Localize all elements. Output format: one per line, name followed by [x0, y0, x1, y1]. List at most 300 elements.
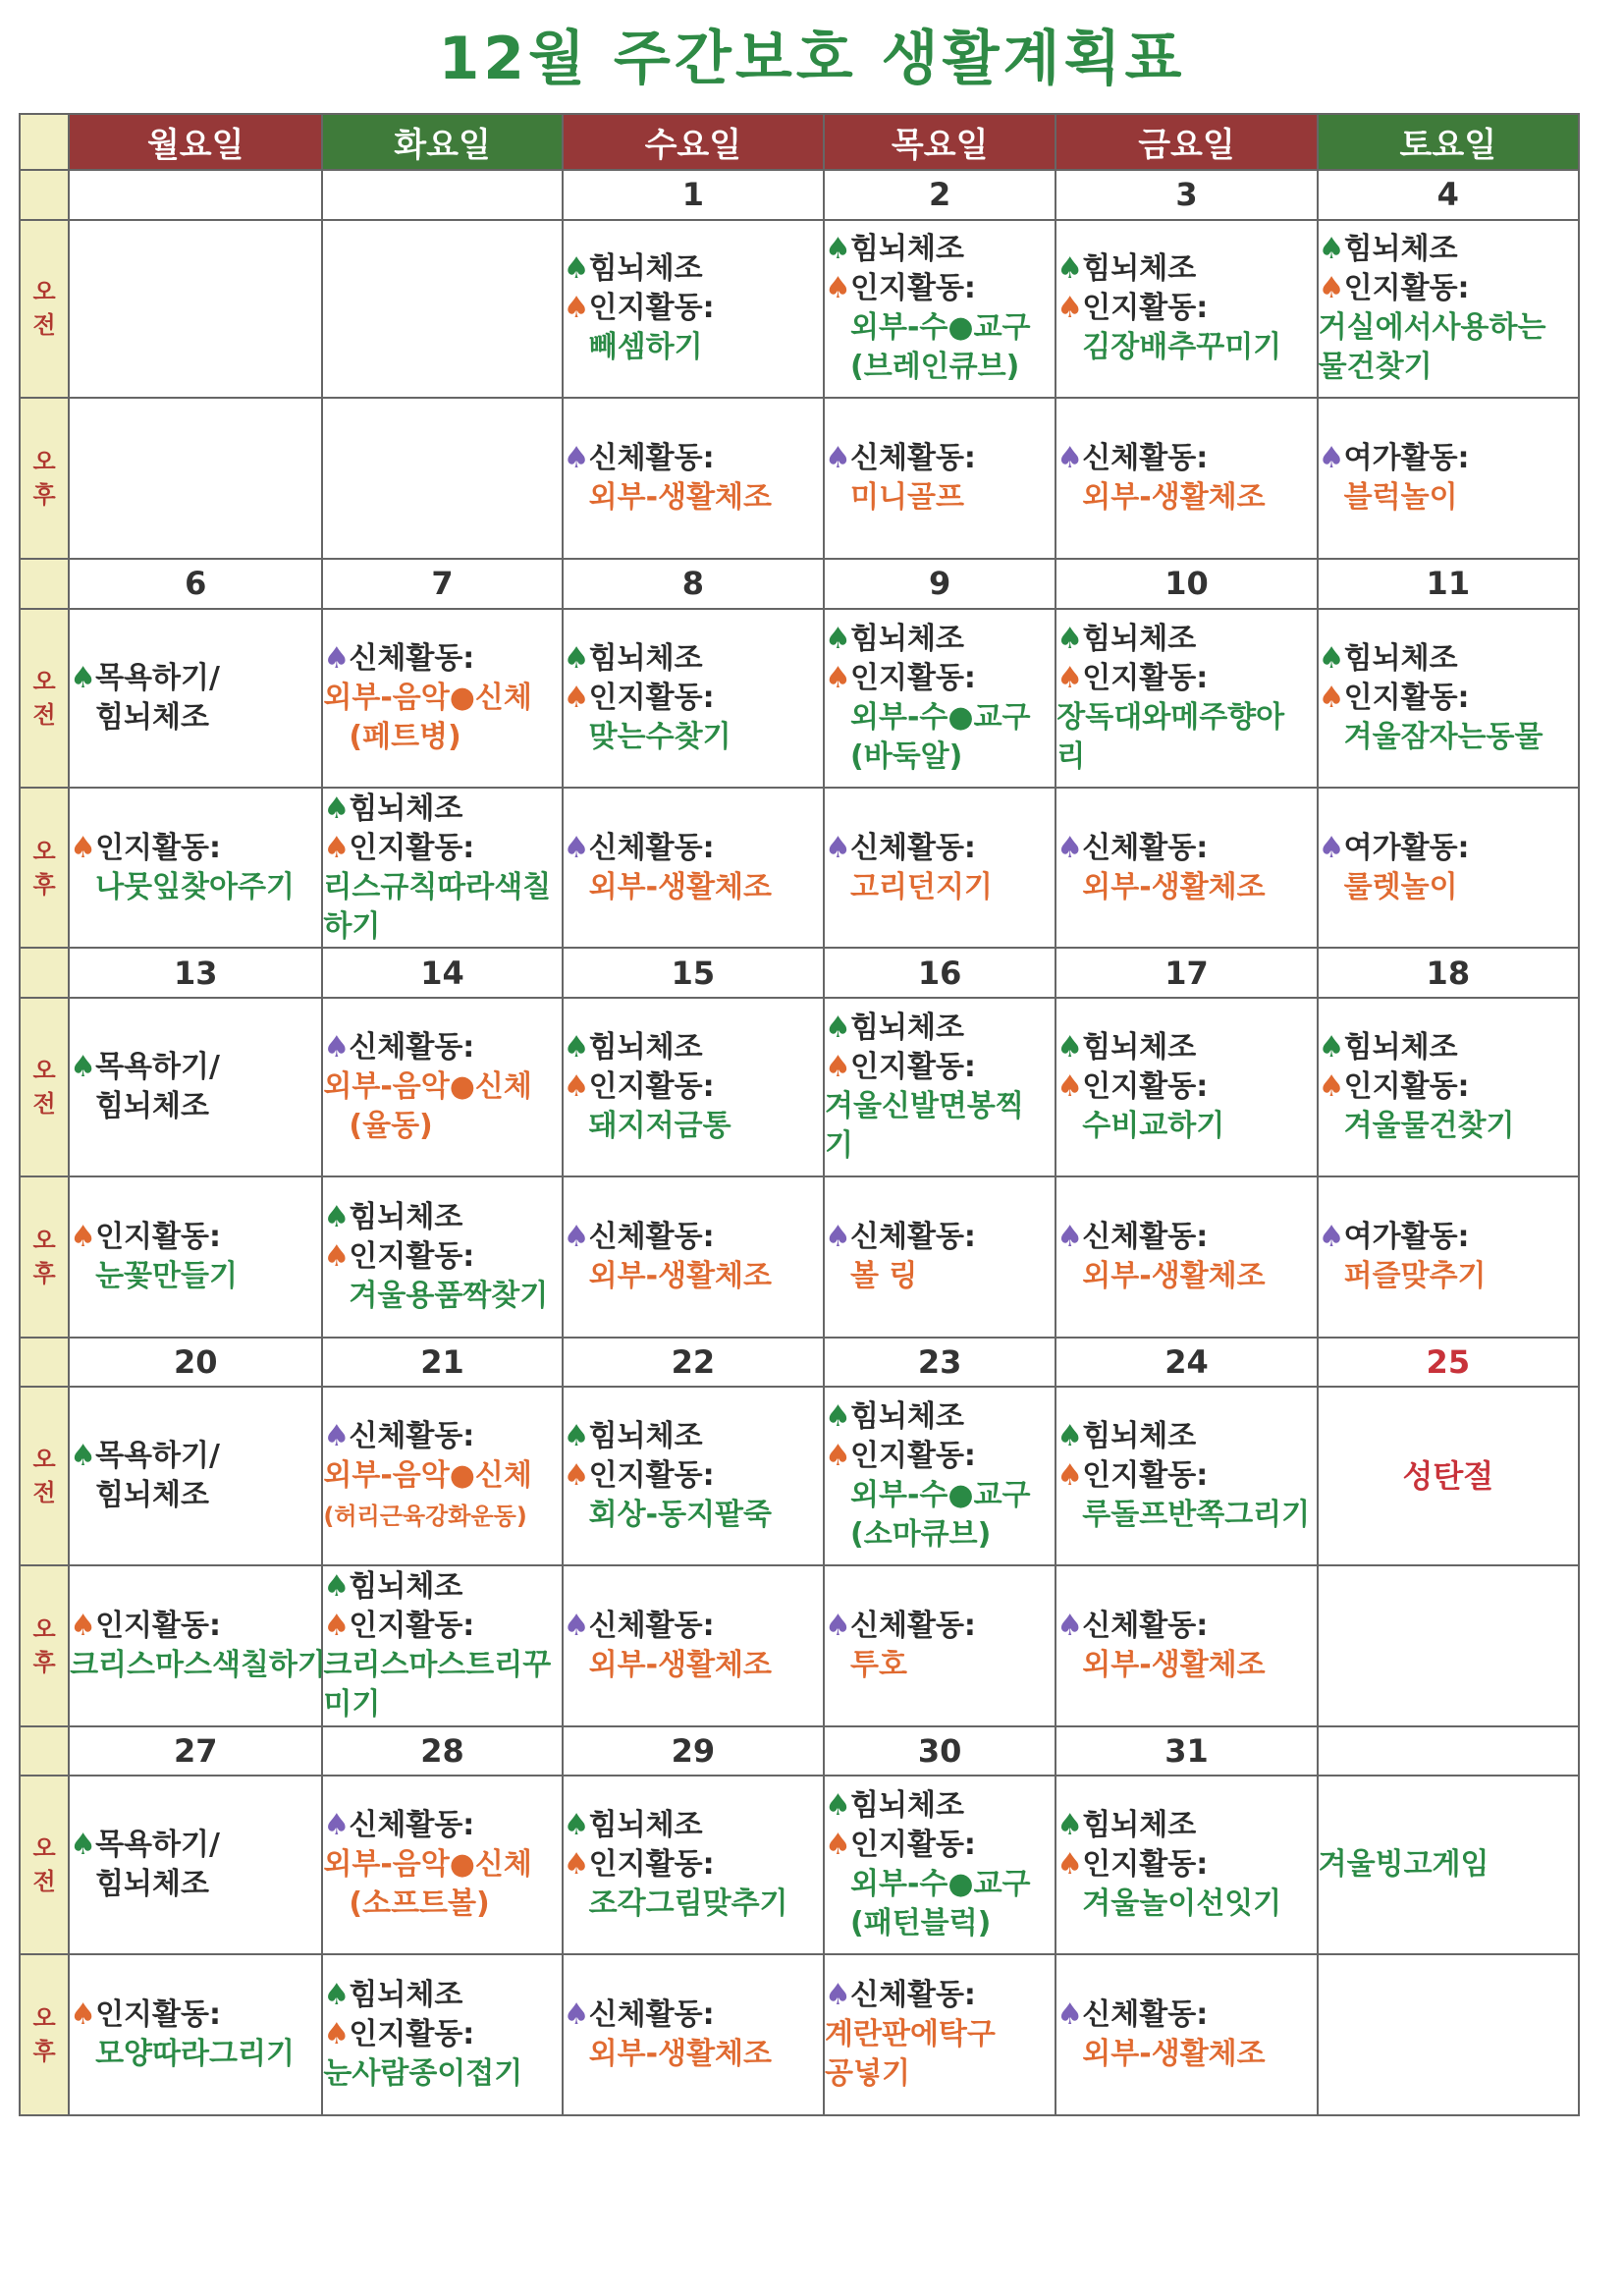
activity-cell [563, 220, 824, 399]
weekday-tuesday: 화요일 [322, 114, 562, 170]
activity-line [564, 1607, 823, 1646]
activity-line [323, 1885, 561, 1924]
activity-text: 힘뇌체조 [588, 1029, 703, 1065]
activity-text: 투호 [850, 1647, 907, 1682]
am-label [20, 220, 69, 399]
activity-cell [322, 998, 562, 1176]
activity-line [1056, 1067, 1316, 1107]
activity-text: 회상-동지팥죽 [588, 1498, 773, 1533]
activity-line [825, 1646, 1055, 1685]
am-label [20, 1387, 69, 1565]
activity-text: 미니골프 [850, 480, 964, 516]
pm-label-char: 후 [32, 481, 56, 510]
am-label-char: 오 [32, 1446, 56, 1474]
activity-line [825, 1786, 1055, 1826]
spade-icon: ♠ [1318, 232, 1345, 267]
activity-line [1319, 718, 1578, 757]
date-cell: 4 [1318, 170, 1579, 220]
pm-row [20, 1565, 1579, 1726]
activity-text: 공넣기 [825, 2056, 910, 2092]
activity-line [564, 478, 823, 518]
date-cell: 8 [563, 559, 824, 609]
activity-line [825, 1904, 1055, 1943]
activity-line [564, 1218, 823, 1257]
activity-cell [322, 220, 562, 399]
activity-line [825, 1865, 1055, 1904]
pm-label-char: 후 [32, 1648, 56, 1676]
activity-text: 외부-수●교구 [850, 1867, 1031, 1902]
activity-line [70, 2035, 321, 2074]
activity-text: 힘뇌체조 [1343, 640, 1458, 676]
spade-icon: ♠ [825, 1010, 851, 1045]
activity-text: 기 [825, 1127, 853, 1163]
activity-text: 눈사람종이접기 [323, 2056, 523, 2092]
spade-icon: ♠ [1056, 1419, 1084, 1454]
activity-text: 신체활동: [850, 1608, 976, 1643]
date-row [20, 170, 1579, 220]
spade-icon: ♠ [70, 1439, 96, 1474]
spade-icon: ♠ [563, 1068, 590, 1104]
activity-line [825, 698, 1055, 738]
activity-line [825, 1437, 1055, 1476]
activity-line [323, 1417, 561, 1456]
activity-text: 인지활동: [1343, 1068, 1470, 1104]
activity-line [70, 1865, 321, 1904]
activity-text: 신체활동: [850, 830, 976, 865]
activity-text: 힘뇌체조 [95, 1867, 209, 1902]
activity-text: 인지활동: [588, 291, 715, 326]
activity-text: 신체활동: [1082, 441, 1209, 476]
activity-line [825, 1218, 1055, 1257]
activity-text: 신체활동: [1082, 1997, 1209, 2033]
activity-line [564, 1417, 823, 1456]
activity-cell [1318, 788, 1579, 949]
spade-icon: ♠ [825, 1788, 851, 1824]
activity-line [70, 829, 321, 868]
pm-label-char: 오 [32, 1226, 56, 1254]
activity-text: 힘뇌체조 [1082, 1419, 1197, 1454]
activity-cell [1056, 220, 1317, 399]
activity-text: (페트병) [349, 719, 461, 754]
activity-text: 힘뇌체조 [1082, 1029, 1197, 1065]
activity-line [323, 829, 561, 868]
activity-text: 목욕하기/ [95, 1049, 220, 1084]
activity-line [1056, 1607, 1316, 1646]
activity-cell [1318, 1176, 1579, 1338]
am-row [20, 998, 1579, 1176]
activity-cell [824, 398, 1056, 559]
page-title: 12월 주간보호 생활계획표 [438, 25, 1186, 93]
activity-text: 인지활동: [1082, 291, 1209, 326]
date-cell: 24 [1056, 1338, 1317, 1388]
activity-text: 외부-생활체조 [1082, 1647, 1266, 1682]
activity-cell [824, 609, 1056, 788]
date-cell [1318, 1726, 1579, 1777]
activity-line [323, 790, 561, 829]
activity-text: (소마큐브) [850, 1517, 992, 1553]
am-label-char: 전 [32, 700, 56, 729]
activity-text: 힘뇌체조 [1343, 1029, 1458, 1065]
activity-line [1319, 1028, 1578, 1067]
activity-text: 외부-수●교구 [850, 1478, 1031, 1513]
activity-line [564, 1028, 823, 1067]
activity-text: (허리근육강화운동) [323, 1502, 527, 1530]
date-cell: 22 [563, 1338, 824, 1388]
am-label-char: 오 [32, 278, 56, 306]
activity-line [1056, 659, 1316, 698]
activity-cell [1318, 1954, 1579, 2115]
activity-line [323, 679, 561, 718]
spade-icon: ♠ [70, 1997, 96, 2033]
activity-text: 인지활동: [95, 1997, 221, 2033]
date-cell: 25 [1318, 1338, 1579, 1388]
activity-text: 미기 [323, 1686, 381, 1722]
activity-cell [322, 1776, 562, 1954]
activity-line [323, 718, 561, 757]
activity-cell [69, 398, 322, 559]
date-cell [69, 170, 322, 220]
date-cell [322, 170, 562, 220]
activity-text: 성탄절 [1402, 1457, 1494, 1496]
activity-text: 룰렛놀이 [1343, 869, 1458, 904]
activity-line [1056, 1845, 1316, 1885]
activity-line [1056, 620, 1316, 659]
spade-icon: ♠ [563, 1029, 590, 1065]
spade-icon: ♠ [1056, 441, 1084, 476]
activity-line [1319, 308, 1578, 348]
spade-icon: ♠ [70, 660, 96, 695]
activity-text: 블럭놀이 [1343, 480, 1458, 516]
weekday-saturday: 토요일 [1318, 114, 1579, 170]
spade-icon: ♠ [825, 621, 851, 656]
activity-text: 장독대와메주향아 [1056, 699, 1285, 735]
activity-cell [1056, 1565, 1317, 1726]
activity-text: 조각그림맞추기 [588, 1886, 788, 1922]
spade-icon: ♠ [323, 2017, 351, 2052]
spade-icon: ♠ [323, 1978, 351, 2013]
activity-cell [563, 1954, 824, 2115]
activity-text: 힘뇌체조 [850, 1399, 964, 1435]
date-row [20, 948, 1579, 998]
activity-text: 신체활동: [1082, 1608, 1209, 1643]
activity-text: 신체활동: [1082, 830, 1209, 865]
activity-text: 외부-음악●신체 [323, 680, 532, 715]
date-row-side [20, 948, 69, 998]
am-label-char: 오 [32, 667, 56, 695]
spade-icon: ♠ [70, 1828, 96, 1863]
activity-text: 힘뇌체조 [850, 1010, 964, 1045]
activity-text: 힘뇌체조 [588, 251, 703, 287]
pm-label-char: 오 [32, 2004, 56, 2033]
activity-text: 신체활동: [850, 1978, 976, 2013]
activity-line [70, 1218, 321, 1257]
spade-icon: ♠ [825, 1439, 851, 1474]
spade-icon: ♠ [1318, 640, 1345, 676]
activity-line [564, 868, 823, 907]
date-cell: 20 [69, 1338, 322, 1388]
spade-icon: ♠ [1056, 621, 1084, 656]
activity-text: 나뭇잎찾아주기 [95, 869, 295, 904]
activity-line [70, 1257, 321, 1296]
date-cell: 16 [824, 948, 1056, 998]
spade-icon: ♠ [825, 232, 851, 267]
date-cell: 6 [69, 559, 322, 609]
weekday-wednesday: 수요일 [563, 114, 824, 170]
activity-cell [563, 1776, 824, 1954]
activity-text: 힘뇌체조 [95, 1478, 209, 1513]
spade-icon: ♠ [825, 830, 851, 865]
am-label [20, 998, 69, 1176]
activity-cell [322, 1176, 562, 1338]
activity-text: (패턴블럭) [850, 1906, 992, 1941]
spade-icon: ♠ [825, 441, 851, 476]
spade-icon: ♠ [1056, 1608, 1084, 1643]
spade-icon: ♠ [1056, 1847, 1084, 1883]
spade-icon: ♠ [323, 1808, 351, 1843]
activity-text: 힘뇌체조 [349, 791, 463, 826]
activity-line [323, 1646, 561, 1685]
date-cell: 29 [563, 1726, 824, 1777]
activity-line [323, 1456, 561, 1496]
spade-icon: ♠ [323, 1199, 351, 1234]
activity-line [1056, 1646, 1316, 1685]
activity-text: 힘뇌체조 [1343, 232, 1458, 267]
activity-text: 힘뇌체조 [588, 640, 703, 676]
activity-text: 외부-음악●신체 [323, 1847, 532, 1883]
activity-line [1319, 439, 1578, 478]
activity-line [564, 2035, 823, 2074]
activity-cell [1056, 609, 1317, 788]
activity-line [1056, 1456, 1316, 1496]
spade-icon: ♠ [70, 1049, 96, 1084]
weekday-monday: 월요일 [69, 114, 322, 170]
activity-text: 신체활동: [1082, 1219, 1209, 1254]
activity-text: 힘뇌체조 [588, 1419, 703, 1454]
activity-text: 겨울빙고게임 [1318, 1847, 1489, 1883]
activity-line [70, 659, 321, 698]
activity-cell [1318, 1565, 1579, 1726]
activity-text: 여가활동: [1343, 441, 1470, 476]
pm-label [20, 398, 69, 559]
date-row [20, 559, 1579, 609]
activity-text: 외부-생활체조 [588, 1258, 773, 1293]
activity-line [825, 1476, 1055, 1515]
activity-text: 목욕하기/ [95, 1828, 220, 1863]
activity-line [1056, 478, 1316, 518]
activity-line [1056, 738, 1316, 777]
activity-line [564, 639, 823, 679]
spade-icon: ♠ [323, 1568, 351, 1604]
activity-line [323, 1067, 561, 1107]
activity-line [323, 1607, 561, 1646]
activity-line [1319, 1218, 1578, 1257]
activity-cell [824, 220, 1056, 399]
activity-text: 거실에서사용하는 [1318, 310, 1546, 346]
activity-text: 신체활동: [588, 1219, 715, 1254]
date-cell: 1 [563, 170, 824, 220]
activity-text: 겨울잠자는동물 [1343, 719, 1543, 754]
activity-text: 인지활동: [850, 271, 976, 306]
date-cell: 9 [824, 559, 1056, 609]
activity-text: 물건찾기 [1318, 350, 1433, 385]
activity-text: 겨울놀이선잇기 [1082, 1886, 1282, 1922]
activity-line [564, 1067, 823, 1107]
weekday-thursday: 목요일 [824, 114, 1056, 170]
activity-text: 목욕하기/ [95, 660, 220, 695]
am-label [20, 609, 69, 788]
activity-line [323, 1277, 561, 1316]
activity-line [825, 439, 1055, 478]
activity-line [323, 907, 561, 947]
activity-text: 겨울용품짝찾기 [349, 1278, 549, 1313]
activity-text: 인지활동: [349, 2017, 475, 2052]
activity-text: 겨울신발면봉찍 [825, 1088, 1024, 1123]
activity-text: 외부-생활체조 [588, 2037, 773, 2072]
activity-line [323, 1028, 561, 1067]
activity-line [1319, 1067, 1578, 1107]
activity-line [825, 1257, 1055, 1296]
date-cell: 14 [322, 948, 562, 998]
activity-line [825, 348, 1055, 387]
spade-icon: ♠ [1318, 1068, 1345, 1104]
am-row [20, 220, 1579, 399]
activity-text: 신체활동: [588, 1997, 715, 2033]
activity-line [564, 829, 823, 868]
activity-cell [322, 1565, 562, 1726]
activity-text: 리 [1056, 738, 1086, 774]
spade-icon: ♠ [563, 640, 590, 676]
activity-text: 힘뇌체조 [850, 621, 964, 656]
activity-line [564, 328, 823, 367]
pm-label-char: 후 [32, 870, 56, 899]
activity-line [825, 1397, 1055, 1437]
activity-text: 수비교하기 [1082, 1108, 1225, 1143]
activity-text: 힘뇌체조 [95, 1088, 209, 1123]
date-cell: 23 [824, 1338, 1056, 1388]
activity-text: 힘뇌체조 [95, 699, 209, 735]
activity-cell [69, 1387, 322, 1565]
spade-icon: ♠ [825, 1049, 851, 1084]
spade-icon: ♠ [70, 1608, 96, 1643]
date-cell: 17 [1056, 948, 1317, 998]
activity-text: 외부-음악●신체 [323, 1068, 532, 1104]
activity-cell [824, 1954, 1056, 2115]
am-row [20, 609, 1579, 788]
activity-text: 인지활동: [588, 1847, 715, 1883]
date-cell: 7 [322, 559, 562, 609]
activity-cell [1056, 1954, 1317, 2115]
activity-text: 인지활동: [850, 1439, 976, 1474]
am-row [20, 1776, 1579, 1954]
activity-line [70, 1437, 321, 1476]
spade-icon: ♠ [825, 1399, 851, 1435]
activity-cell [1056, 1776, 1317, 1954]
activity-line [564, 1646, 823, 1685]
date-cell: 31 [1056, 1726, 1317, 1777]
activity-cell [1056, 1387, 1317, 1565]
activity-line [564, 439, 823, 478]
spade-icon: ♠ [1056, 1068, 1084, 1104]
activity-line [1056, 698, 1316, 738]
spade-icon: ♠ [1056, 1029, 1084, 1065]
activity-text: 겨울물건찾기 [1343, 1108, 1515, 1143]
activity-cell [69, 1176, 322, 1338]
am-label-char: 전 [32, 1479, 56, 1507]
activity-text: 외부-음악●신체 [323, 1457, 532, 1493]
activity-cell [824, 1565, 1056, 1726]
activity-text: 볼 링 [850, 1258, 918, 1293]
activity-line [825, 308, 1055, 348]
activity-cell [1056, 1176, 1317, 1338]
activity-text: 인지활동: [1082, 1847, 1209, 1883]
activity-line [1056, 829, 1316, 868]
activity-text: 신체활동: [349, 1808, 475, 1843]
activity-text: 신체활동: [349, 1029, 475, 1065]
schedule-body [20, 170, 1579, 2115]
activity-line [1056, 1496, 1316, 1535]
am-label-char: 오 [32, 1056, 56, 1084]
activity-line [323, 2015, 561, 2054]
am-label-char: 전 [32, 311, 56, 340]
activity-line [323, 1237, 561, 1277]
activity-text: 외부-수●교구 [850, 310, 1031, 346]
activity-text: 신체활동: [349, 640, 475, 676]
activity-cell [1318, 1387, 1579, 1565]
activity-line [564, 1885, 823, 1924]
activity-line [1319, 868, 1578, 907]
date-cell: 2 [824, 170, 1056, 220]
activity-line [825, 868, 1055, 907]
activity-text: 인지활동: [850, 1828, 976, 1863]
activity-cell [563, 998, 824, 1176]
activity-text: 외부-생활체조 [1082, 1258, 1266, 1293]
activity-text: 외부-생활체조 [1082, 480, 1266, 516]
activity-text: 인지활동: [349, 1238, 475, 1274]
date-cell: 10 [1056, 559, 1317, 609]
date-cell: 3 [1056, 170, 1317, 220]
activity-text: 빼셈하기 [588, 330, 703, 365]
spade-icon: ♠ [323, 791, 351, 826]
spade-icon: ♠ [563, 1608, 590, 1643]
spade-icon: ♠ [70, 830, 96, 865]
pm-label [20, 1565, 69, 1726]
activity-cell [1318, 398, 1579, 559]
weekday-friday: 금요일 [1056, 114, 1317, 170]
activity-cell [563, 1387, 824, 1565]
activity-line [323, 1198, 561, 1237]
activity-cell [563, 398, 824, 559]
activity-line [70, 698, 321, 738]
date-cell: 15 [563, 948, 824, 998]
am-row [20, 1387, 1579, 1565]
spade-icon: ♠ [563, 1458, 590, 1494]
date-row-side [20, 559, 69, 609]
activity-line [825, 1126, 1055, 1166]
spade-icon: ♠ [563, 830, 590, 865]
activity-cell [1056, 998, 1317, 1176]
activity-line [323, 1806, 561, 1845]
activity-text: (율동) [349, 1108, 433, 1143]
activity-text: 루돌프반쪽그리기 [1082, 1498, 1311, 1533]
activity-cell [322, 1954, 562, 2115]
activity-line [1056, 439, 1316, 478]
activity-cell [1056, 788, 1317, 949]
activity-text: 인지활동: [349, 1608, 475, 1643]
activity-text: 인지활동: [1082, 1068, 1209, 1104]
activity-text: 크리스마스트리꾸 [323, 1647, 552, 1682]
activity-cell [563, 1565, 824, 1726]
pm-row [20, 788, 1579, 949]
